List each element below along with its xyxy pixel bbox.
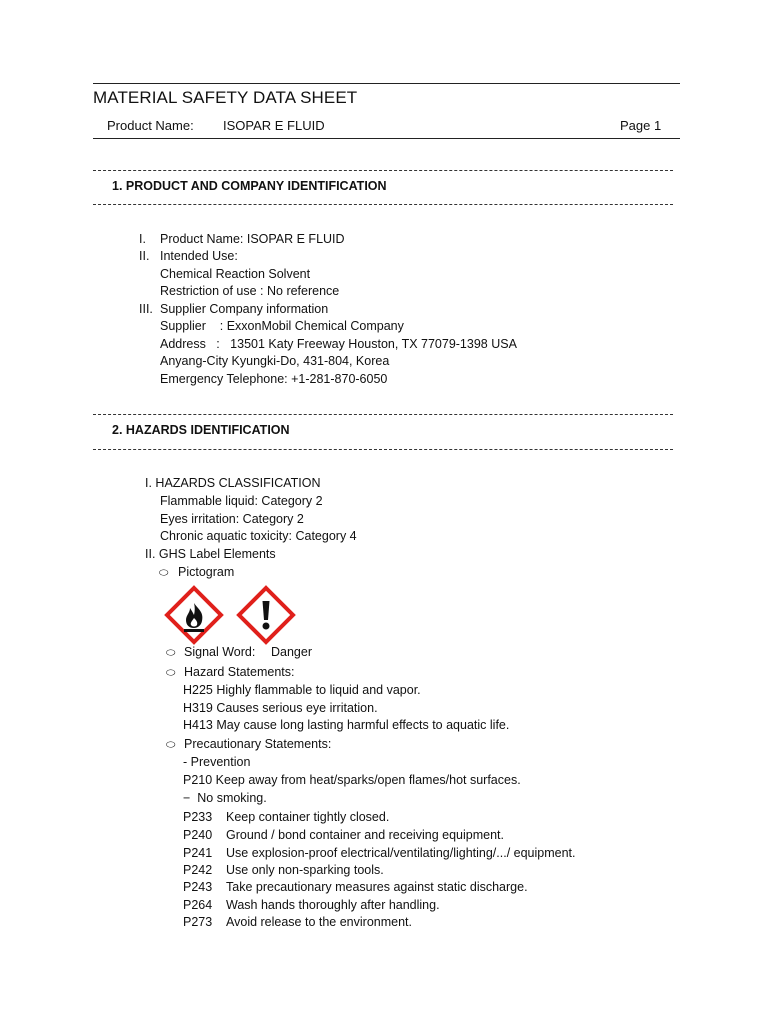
section2-bottom-divider	[93, 449, 673, 450]
bullet-icon: ⬭	[159, 566, 169, 579]
precaution-text: Keep container tightly closed.	[226, 810, 390, 824]
precaution-text: Ground / bond container and receiving equipment.	[226, 828, 504, 842]
bullet-icon: ⬭	[166, 666, 176, 679]
section2-title: 2. HAZARDS IDENTIFICATION	[112, 423, 290, 437]
list-item: Intended Use:	[160, 249, 238, 263]
page-number: Page 1	[620, 118, 662, 133]
bullet-icon: ⬭	[166, 738, 176, 751]
precaution-code: P242	[183, 863, 213, 877]
classification-item: Flammable liquid: Category 2	[160, 494, 323, 508]
section1-title: 1. PRODUCT AND COMPANY IDENTIFICATION	[112, 179, 387, 193]
list-item: Emergency Telephone: +1-281-870-6050	[160, 372, 388, 386]
signal-word-label: Signal Word:	[184, 645, 256, 659]
list-item: Supplier : ExxonMobil Chemical Company	[160, 319, 404, 333]
precaution-p210: P210 Keep away from heat/sparks/open flames/hot surfaces.	[183, 773, 521, 787]
section2-top-divider	[93, 414, 673, 415]
hazard-statements-heading: Hazard Statements:	[184, 665, 295, 679]
precaution-code: P240	[183, 828, 213, 842]
no-smoking-line: − No smoking.	[183, 791, 267, 805]
precautionary-statements-heading: Precautionary Statements:	[184, 737, 332, 751]
list-marker: III.	[139, 302, 153, 316]
hazard-statement: H413 May cause long lasting harmful effects to aquatic life.	[183, 718, 510, 732]
header-bottom-rule	[93, 138, 680, 139]
prevention-label: - Prevention	[183, 755, 251, 769]
classification-item: Eyes irritation: Category 2	[160, 512, 304, 526]
hazards-classification-heading: I. HAZARDS CLASSIFICATION	[145, 476, 321, 490]
ghs-label-elements-heading: II. GHS Label Elements	[145, 547, 276, 561]
classification-item: Chronic aquatic toxicity: Category 4	[160, 529, 357, 543]
list-marker: II.	[139, 249, 150, 263]
list-item	[139, 301, 153, 319]
precaution-code: P243	[183, 880, 213, 894]
list-item: Product Name: ISOPAR E FLUID	[160, 232, 345, 246]
precaution-code: P241	[183, 846, 213, 860]
signal-word-value: Danger	[271, 645, 312, 659]
list-item: Anyang-City Kyungki-Do, 431-804, Korea	[160, 354, 390, 368]
list-item: Chemical Reaction Solvent	[160, 267, 311, 281]
document-title: MATERIAL SAFETY DATA SHEET	[93, 88, 358, 107]
list-item	[139, 248, 149, 266]
precaution-text: Use only non-sparking tools.	[226, 863, 384, 877]
precaution-text: Avoid release to the environment.	[226, 915, 412, 929]
list-item	[139, 231, 146, 249]
precaution-code: P264	[183, 898, 213, 912]
product-name-value: ISOPAR E FLUID	[223, 118, 325, 133]
hazard-statement: H225 Highly flammable to liquid and vapor.	[183, 683, 421, 697]
list-item: Address : 13501 Katy Freeway Houston, TX 77079-1398 USA	[160, 337, 517, 351]
precaution-text: Wash hands thoroughly after handling.	[226, 898, 440, 912]
list-marker: I.	[139, 232, 146, 246]
section1-top-divider	[93, 170, 673, 171]
list-item: Supplier Company information	[160, 302, 329, 316]
precaution-code: P233	[183, 810, 213, 824]
precaution-text: Take precautionary measures against static discharge.	[226, 880, 528, 894]
exclamation-pictogram-icon	[236, 585, 296, 645]
hazard-statement: H319 Causes serious eye irritation.	[183, 701, 378, 715]
list-item: Restriction of use : No reference	[160, 284, 340, 298]
bullet-icon: ⬭	[166, 646, 176, 659]
header-top-rule	[93, 83, 680, 84]
pictogram-label: Pictogram	[178, 565, 235, 579]
precaution-code: P273	[183, 915, 213, 929]
precaution-text: Use explosion-proof electrical/ventilating/lighting/.../ equipment.	[226, 846, 576, 860]
section1-bottom-divider	[93, 204, 673, 205]
product-name-label: Product Name:	[107, 118, 194, 133]
flame-pictogram-icon	[164, 585, 224, 645]
